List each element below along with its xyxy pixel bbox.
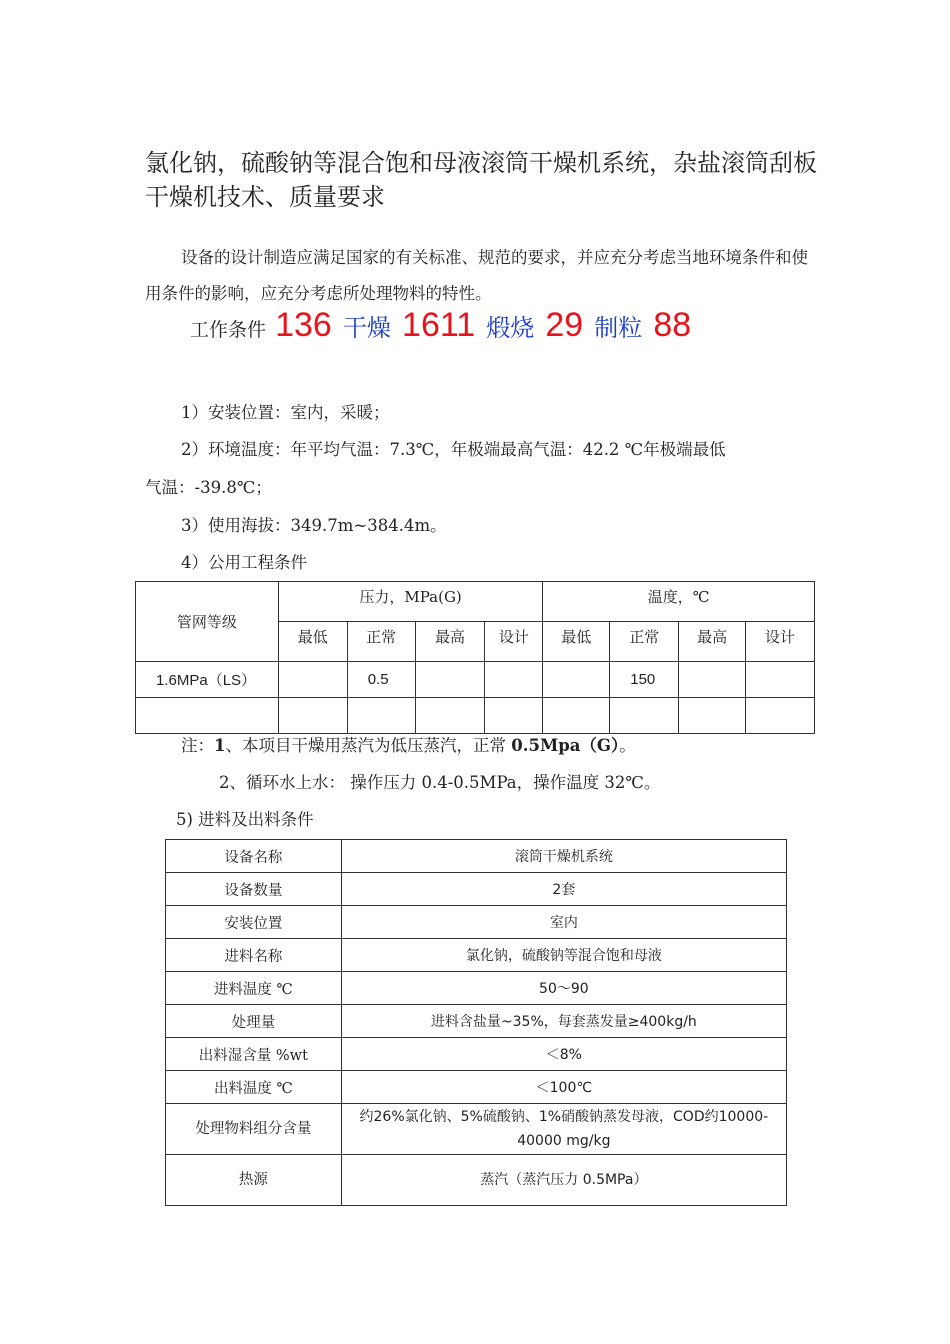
sub-header: 最低 — [543, 622, 610, 662]
table-row — [166, 840, 787, 873]
count-29: 29 — [545, 306, 584, 344]
table-row — [166, 1038, 787, 1071]
table-row — [166, 1104, 787, 1155]
note-2: 2、循环水上水： 操作压力 0.4-0.5MPa，操作温度 32℃。 — [219, 773, 661, 792]
feed-value: 氯化钠，硫酸钠等混合饱和母液 — [341, 939, 786, 972]
table-cell: 1.6MPa（LS） — [136, 662, 279, 698]
table-row — [166, 1005, 787, 1038]
note-number: 1 — [214, 736, 226, 755]
feed-key: 处理物料组分含量 — [166, 1104, 342, 1155]
feed-value: 滚筒干燥机系统 — [341, 840, 786, 873]
table-cell: 0.5 — [347, 662, 415, 698]
word-calcine: 煅烧 — [486, 314, 535, 342]
table-cell: 150 — [610, 662, 679, 698]
sub-header: 设计 — [746, 622, 815, 662]
item-env-temp-line1: 2）环境温度：年平均气温：7.3℃，年极端最高气温：42.2 ℃年极端最低 — [181, 440, 726, 459]
item-altitude: 3）使用海拔：349.7m~384.4m。 — [181, 516, 447, 535]
table-row — [136, 662, 815, 698]
sub-header: 正常 — [347, 622, 415, 662]
count-88: 88 — [653, 306, 692, 344]
table-cell — [543, 662, 610, 698]
header-grade: 管网等级 — [136, 582, 279, 662]
sub-header: 最高 — [679, 622, 746, 662]
feed-key: 设备数量 — [166, 873, 342, 906]
count-1611: 1611 — [402, 306, 476, 344]
table-row — [166, 1155, 787, 1206]
feed-key: 处理量 — [166, 1005, 342, 1038]
word-granulate: 制粒 — [594, 314, 643, 342]
table-row — [166, 873, 787, 906]
note-pressure: 0.5Mpa（G） — [511, 736, 620, 755]
document-title: 氯化钠，硫酸钠等混合饱和母液滚筒干燥机系统，杂盐滚筒刮板干燥机技术、质量要求 — [145, 149, 817, 211]
table-row — [166, 1071, 787, 1104]
feed-value: ＜8% — [341, 1038, 786, 1071]
item-utilities: 4）公用工程条件 — [181, 553, 307, 572]
table-row — [166, 939, 787, 972]
feed-key: 热源 — [166, 1155, 342, 1206]
work-conditions-line — [190, 306, 695, 366]
sub-header: 最低 — [278, 622, 347, 662]
header-pressure: 压力，MPa(G) — [278, 582, 543, 622]
feed-value: 50～90 — [341, 972, 786, 1005]
count-136: 136 — [275, 306, 332, 344]
utility-table — [135, 581, 815, 734]
feed-key: 出料湿含量 %wt — [166, 1038, 342, 1071]
item-env-temp-line2: 气温：-39.8℃； — [145, 478, 272, 497]
sub-header: 设计 — [485, 622, 543, 662]
table-cell — [679, 662, 746, 698]
note-end: 。 — [619, 736, 636, 755]
note-prefix: 注： — [181, 736, 214, 755]
feed-key: 出料温度 ℃ — [166, 1071, 342, 1104]
feed-key: 安装位置 — [166, 906, 342, 939]
table-row — [166, 906, 787, 939]
table-cell — [485, 662, 543, 698]
feed-value: 室内 — [341, 906, 786, 939]
feed-key: 设备名称 — [166, 840, 342, 873]
table-row — [136, 698, 815, 734]
note-text: 、本项目干燥用蒸汽为低压蒸汽，正常 — [225, 736, 512, 755]
feed-value: 2套 — [341, 873, 786, 906]
item-feed-conditions: 5) 进料及出料条件 — [176, 810, 314, 829]
word-dry: 干燥 — [342, 314, 391, 342]
feed-value: 约26%氯化钠、5%硫酸钠、1%硝酸钠蒸发母液，COD约10000-40000 mg/kg — [341, 1104, 786, 1155]
feed-key: 进料名称 — [166, 939, 342, 972]
intro-paragraph: 设备的设计制造应满足国家的有关标准、规范的要求，并应充分考虑当地环境条件和使用条件的影响，应充分考虑所处理物料的特性。 — [145, 248, 808, 303]
sub-header: 正常 — [610, 622, 679, 662]
work-conditions-label: 工作条件 — [190, 319, 267, 341]
feed-value: 蒸汽（蒸汽压力 0.5MPa） — [341, 1155, 786, 1206]
note-1 — [181, 731, 636, 761]
table-cell — [278, 662, 347, 698]
header-temperature: 温度，℃ — [543, 582, 815, 622]
item-install-location: 1）安装位置：室内，采暖； — [181, 403, 390, 422]
table-cell — [415, 662, 485, 698]
table-row — [166, 972, 787, 1005]
table-cell — [746, 662, 815, 698]
feed-key: 进料温度 ℃ — [166, 972, 342, 1005]
feed-table — [165, 839, 787, 1206]
feed-value: 进料含盐量~35%，每套蒸发量≥400kg/h — [341, 1005, 786, 1038]
sub-header: 最高 — [415, 622, 485, 662]
feed-value: ＜100℃ — [341, 1071, 786, 1104]
